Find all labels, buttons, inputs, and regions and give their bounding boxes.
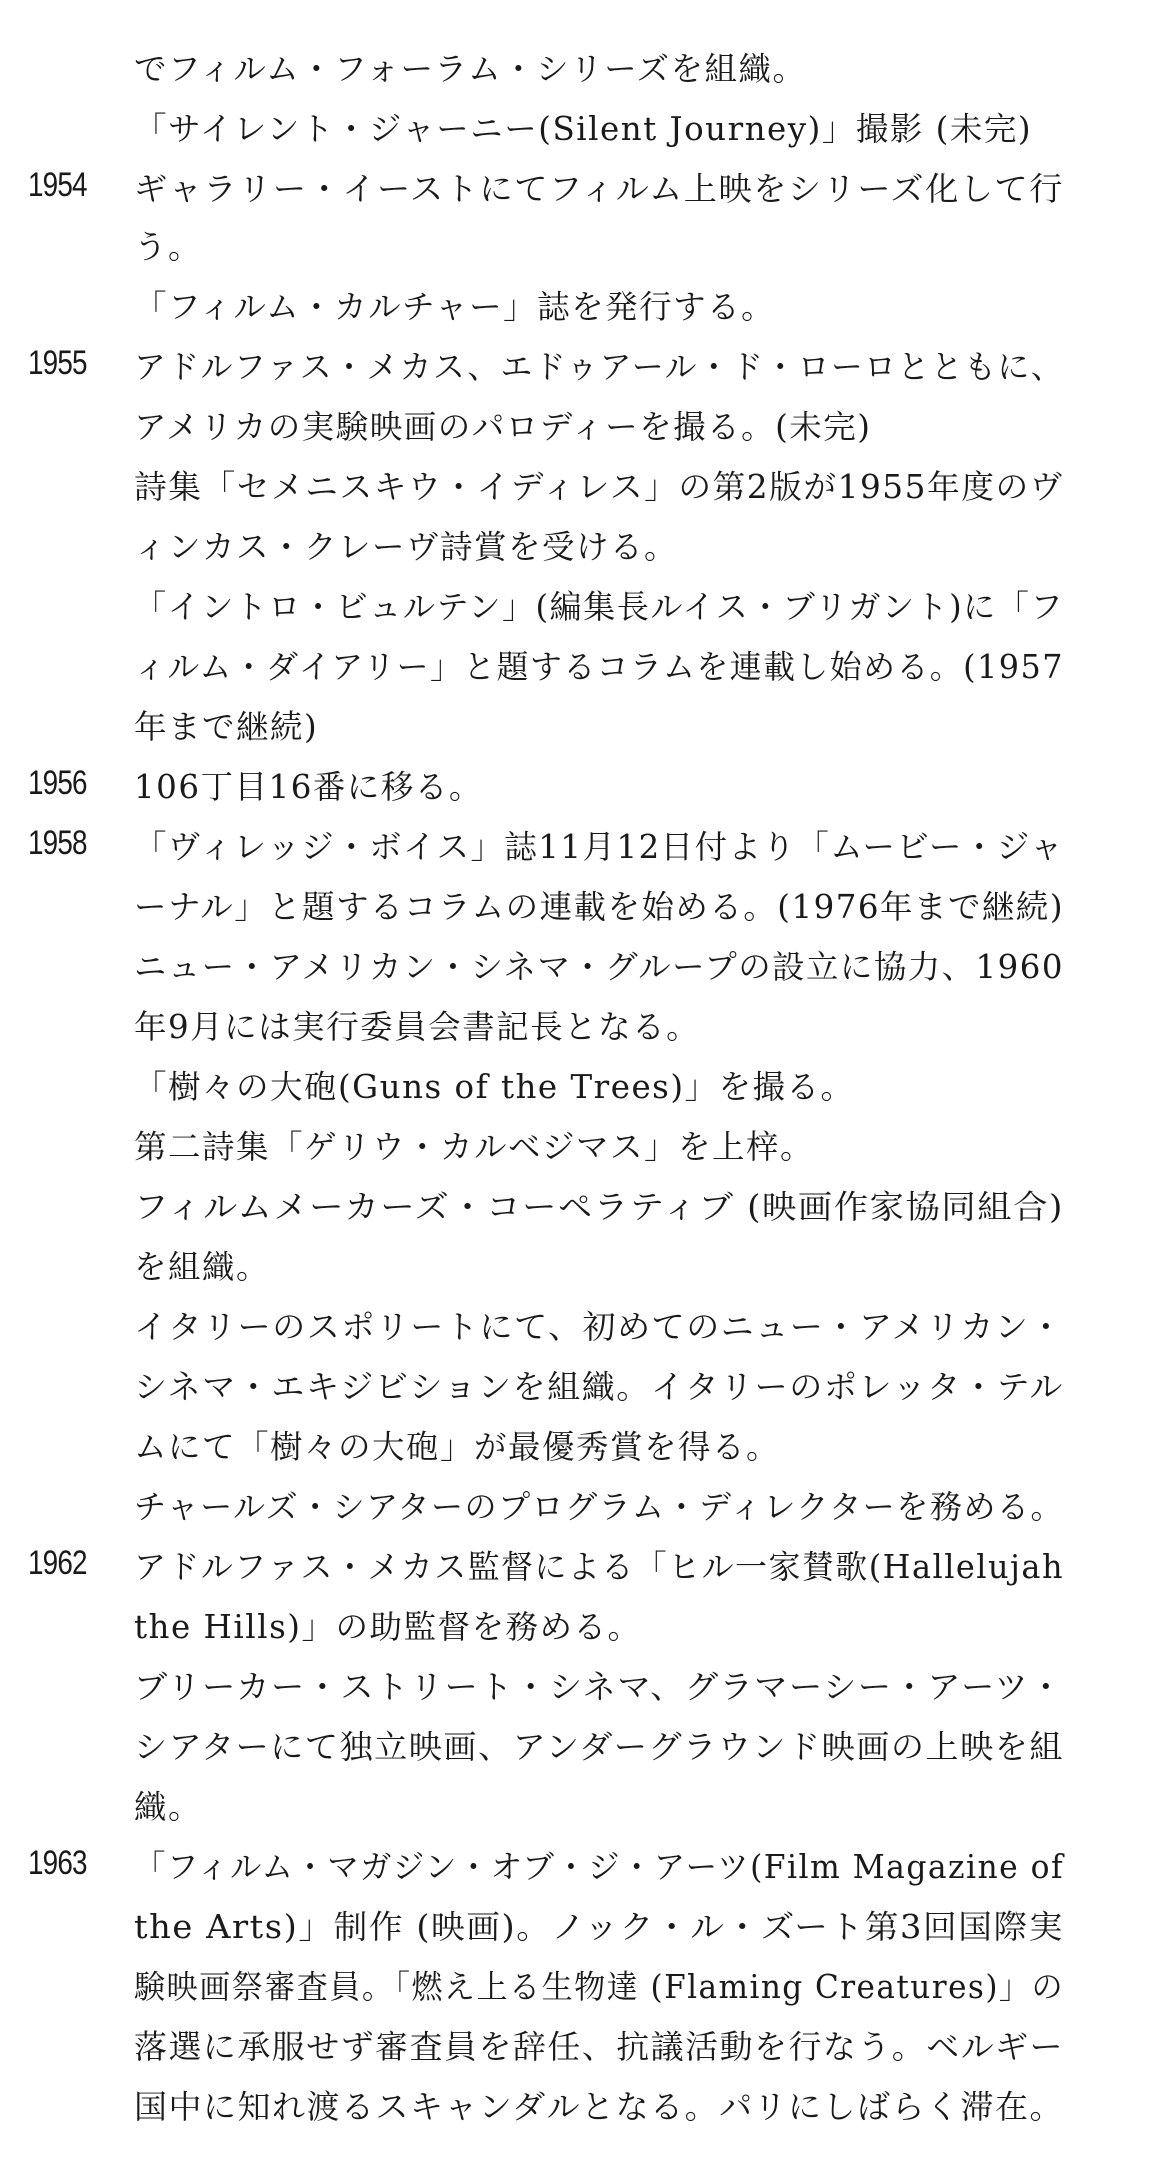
chronology-line <box>0 876 1160 936</box>
chronology-line <box>0 1356 1160 1416</box>
entry-text: the Arts)」制作 (映画)。ノック・ル・ズート第3回国際実 <box>134 1908 1064 1946</box>
entry-text: 「フィルム・マガジン・オブ・ジ・アーツ(Film Magazine of <box>134 1848 1065 1886</box>
entry-text: 落選に承服せず審査員を辞任、抗議活動を行なう。ベルギー <box>134 2028 1065 2066</box>
chronology-line <box>0 216 1160 276</box>
entry-text: アドルファス・メカス監督による「ヒル一家賛歌(Hallelujah <box>134 1548 1064 1586</box>
entry-text: アメリカの実験映画のパロディーを撮る。(未完) <box>134 408 872 446</box>
chronology-line <box>0 98 1160 158</box>
entry-text: 106丁目16番に移る。 <box>134 768 483 806</box>
chronology-line <box>0 996 1160 1056</box>
chronology-line <box>0 396 1160 456</box>
entry-text: ーナル」と題するコラムの連載を始める。(1976年まで継続) <box>134 888 1065 926</box>
chronology-line <box>0 2016 1160 2076</box>
year-label: 1962 <box>28 1544 87 1582</box>
chronology-line <box>0 158 1160 218</box>
chronology-line <box>0 936 1160 996</box>
chronology-line <box>0 1776 1160 1836</box>
entry-text: シアターにて独立映画、アンダーグラウンド映画の上映を組 <box>134 1728 1065 1766</box>
entry-text: ニュー・アメリカン・シネマ・グループの設立に協力、1960 <box>134 948 1064 986</box>
chronology-line <box>0 1176 1160 1236</box>
chronology-line <box>0 756 1160 816</box>
year-label: 1956 <box>28 764 87 802</box>
chronology-line <box>0 816 1160 876</box>
entry-text: シネマ・エキジビションを組織。イタリーのポレッタ・テル <box>134 1368 1065 1406</box>
entry-text: ィルム・ダイアリー」と題するコラムを連載し始める。(1957 <box>134 648 1065 686</box>
entry-text: ィンカス・クレーヴ詩賞を受ける。 <box>134 528 679 566</box>
chronology-line <box>0 1476 1160 1536</box>
year-label: 1955 <box>28 344 87 382</box>
entry-text: 「フィルム・カルチャー」誌を発行する。 <box>134 288 776 326</box>
chronology-line <box>0 1296 1160 1356</box>
entry-text: でフィルム・フォーラム・シリーズを組織。 <box>134 50 807 88</box>
entry-text: 験映画祭審査員。「燃え上る生物達 (Flaming Creatures)」の <box>134 1968 1065 2006</box>
entry-text: 「イントロ・ビュルテン」(編集長ルイス・ブリガント)に「フ <box>134 588 1064 626</box>
entry-text: 国中に知れ渡るスキャンダルとなる。パリにしばらく滞在。 <box>134 2088 1064 2126</box>
chronology-line <box>0 1716 1160 1776</box>
entry-text: 年まで継続) <box>134 708 319 746</box>
entry-text: フィルムメーカーズ・コーペラティブ (映画作家協同組合) <box>134 1188 1064 1226</box>
chronology-line <box>0 576 1160 636</box>
chronology-line <box>0 1416 1160 1476</box>
chronology-line <box>0 1956 1160 2016</box>
chronology-line <box>0 1656 1160 1716</box>
year-label: 1963 <box>28 1844 87 1882</box>
chronology-line <box>0 1056 1160 1116</box>
entry-text: 第二詩集「ゲリウ・カルベジマス」を上梓。 <box>134 1128 815 1166</box>
chronology-line <box>0 1836 1160 1896</box>
chronology-line <box>0 1596 1160 1656</box>
entry-text: ムにて「樹々の大砲」が最優秀賞を得る。 <box>134 1428 781 1466</box>
chronology-line <box>0 1236 1160 1296</box>
chronology-line <box>0 696 1160 756</box>
chronology-line <box>0 1536 1160 1596</box>
entry-text: う。 <box>134 228 203 266</box>
entry-text: を組織。 <box>134 1248 271 1286</box>
year-label: 1954 <box>28 166 87 204</box>
entry-text: 織。 <box>134 1788 203 1826</box>
chronology-line <box>0 276 1160 336</box>
chronology-line <box>0 1896 1160 1956</box>
entry-text: 詩集「セメニスキウ・イディレス」の第2版が1955年度のヴ <box>134 468 1064 506</box>
chronology-line <box>0 516 1160 576</box>
entry-text: 「サイレント・ジャーニー(Silent Journey)」撮影 (未完) <box>134 110 1033 148</box>
entry-text: ブリーカー・ストリート・シネマ、グラマーシー・アーツ・ <box>134 1668 1064 1706</box>
year-label: 1958 <box>28 824 87 862</box>
entry-text: アドルファス・メカス、エドゥアール・ド・ローロとともに、 <box>134 348 1065 386</box>
chronology-line <box>0 1116 1160 1176</box>
chronology-line <box>0 2076 1160 2136</box>
entry-text: 年9月には実行委員会書記長となる。 <box>134 1008 701 1046</box>
entry-text: 「樹々の大砲(Guns of the Trees)」を撮る。 <box>134 1068 855 1106</box>
entry-text: イタリーのスポリートにて、初めてのニュー・アメリカン・ <box>134 1308 1064 1346</box>
chronology-line <box>0 38 1160 98</box>
entry-text: the Hills)」の助監督を務める。 <box>134 1608 642 1646</box>
chronology-line <box>0 636 1160 696</box>
chronology-line <box>0 456 1160 516</box>
entry-text: チャールズ・シアターのプログラム・ディレクターを務める。 <box>134 1488 1064 1526</box>
entry-text: 「ヴィレッジ・ボイス」誌11月12日付より「ムービー・ジャ <box>134 828 1065 866</box>
chronology-line <box>0 336 1160 396</box>
entry-text: ギャラリー・イーストにてフィルム上映をシリーズ化して行 <box>134 170 1064 208</box>
